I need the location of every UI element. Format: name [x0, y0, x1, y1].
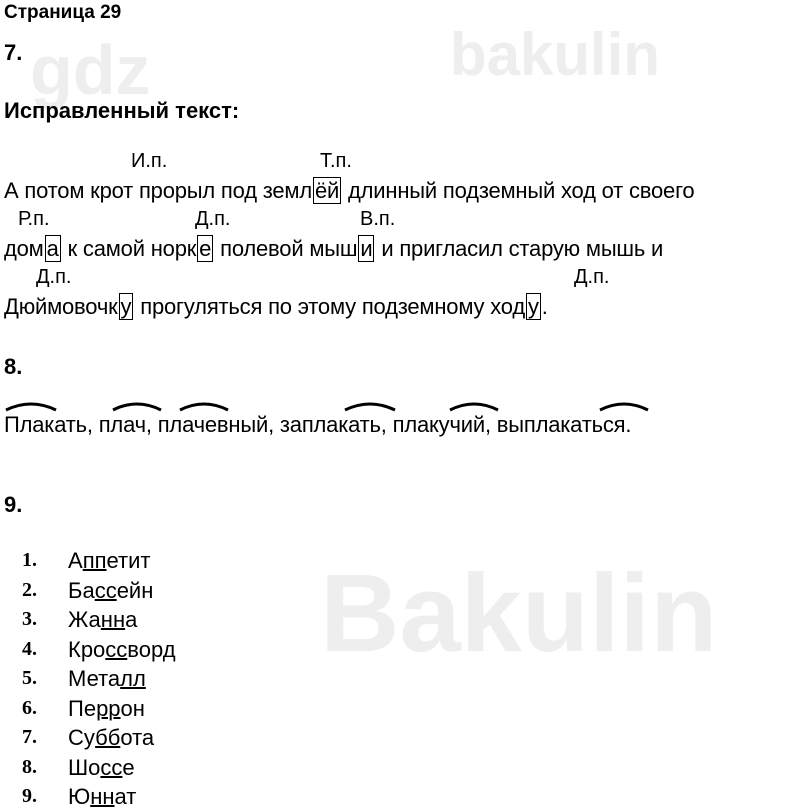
word: плакучий — [392, 412, 485, 437]
word: Плакать — [4, 412, 87, 437]
double-consonant: сс — [100, 754, 123, 780]
list-item-word: Перрон — [68, 695, 145, 721]
ending-box: а — [46, 236, 59, 261]
list-item-number: 2. — [22, 578, 37, 601]
list-item-number: 7. — [22, 726, 37, 748]
text-line-2: дом а к самой норк е полевой мыш и и пригласил старую мышь и — [4, 236, 664, 261]
list-item-word: Суббота — [68, 725, 155, 750]
case-label: И.п. — [131, 150, 168, 172]
word: заплакать — [279, 412, 381, 437]
list-item-number: 1. — [22, 549, 37, 571]
case-label: Т.п. — [320, 150, 352, 172]
ending-box: ёй — [315, 178, 340, 203]
page-label: Страница 29 — [4, 2, 122, 23]
list-item-number: 5. — [22, 667, 37, 689]
ending-box: у — [120, 294, 132, 319]
double-consonant: нн — [90, 784, 115, 809]
root-arc — [450, 404, 498, 410]
text-line-3: Дюймовочк у прогуляться по этому подземному ход у . — [4, 294, 548, 319]
case-label: Д.п. — [574, 266, 610, 288]
ending-box: и — [360, 236, 373, 261]
double-consonant: пп — [82, 548, 107, 573]
task7-number: 7. — [4, 40, 23, 65]
task9-number: 9. — [4, 492, 23, 517]
root-arc — [345, 404, 395, 410]
list-item-word: Кроссворд — [68, 636, 176, 662]
case-label: В.п. — [360, 208, 396, 230]
root-arc — [600, 404, 648, 410]
list-item-number: 9. — [22, 785, 37, 807]
root-arc — [180, 404, 228, 410]
list-item-word: Аппетит — [68, 548, 151, 573]
case-label: Д.п. — [36, 266, 72, 288]
list-item-word: Металл — [68, 666, 146, 691]
double-consonant: сс — [105, 636, 128, 662]
watermark-bakulin: bakulin — [450, 21, 661, 88]
list-item-number: 4. — [22, 637, 37, 660]
double-consonant: нн — [100, 607, 126, 632]
word: плачевный — [157, 412, 269, 437]
list-item-word: Шоссе — [68, 754, 135, 780]
word-family-line: Плакать, плач, плачевный, заплакать, плакучий, выплакаться. — [4, 412, 632, 437]
double-consonant: рр — [96, 695, 121, 721]
double-consonant: сс — [94, 577, 117, 603]
word: плач — [98, 412, 146, 437]
case-label: Д.п. — [195, 208, 231, 230]
list-item-number: 6. — [22, 696, 37, 719]
double-consonant: бб — [95, 725, 121, 750]
double-consonant: лл — [120, 666, 146, 691]
word: выплакаться — [496, 412, 626, 437]
watermark-bakulin-large: Bakulin — [320, 552, 718, 675]
task8-number: 8. — [4, 354, 23, 379]
ending-box: у — [527, 294, 539, 319]
watermark-gdz: gdz — [30, 31, 151, 109]
case-label: Р.п. — [18, 208, 50, 230]
root-arc — [6, 404, 56, 410]
list-item-number: 3. — [22, 608, 37, 630]
task7-heading: Исправленный текст: — [4, 98, 240, 123]
list-item-word: Юннат — [68, 784, 137, 809]
list-item-number: 8. — [22, 755, 37, 778]
list-item-word: Жанна — [68, 607, 138, 632]
ending-box: е — [199, 236, 212, 261]
text-line-1: А потом крот прорыл под земл ёй длинный подземный ход от своего — [4, 178, 695, 203]
root-arc — [113, 404, 161, 410]
list-item-word: Бассейн — [68, 577, 154, 603]
